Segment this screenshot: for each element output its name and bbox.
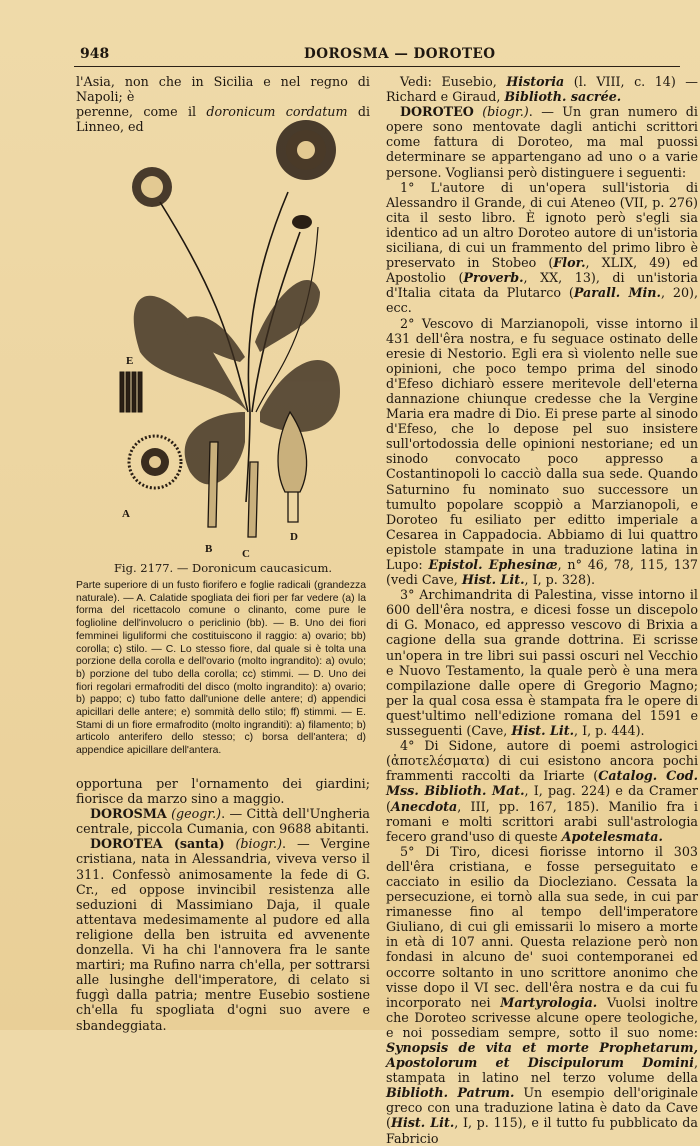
text: , stampata in latino nel terzo volume della bbox=[386, 1055, 698, 1086]
label-a: A bbox=[122, 508, 130, 520]
paragraph: opportuna per l'ornamento dei giardini; fiorisce da marzo sino a maggio. bbox=[76, 776, 370, 807]
species-name: doronicum cordatum bbox=[206, 104, 348, 120]
text: , 20), ecc. bbox=[386, 285, 698, 316]
text: Vuolsi inoltre che Doroteo scrivesse alcune opere teologiche, e noi possediam sempre, sotto il suo nome: bbox=[386, 994, 698, 1040]
text: 1° L'autore di un'opera sull'istoria di Alessandro il Grande, di cui Ateneo (VII, p. 276) cita il sesto libro. È ignoto però s'egli sia identico ad un altro Doroteo autore di un'istoria siciliana, di cui un frammento del primo libro è preservato in Stobeo ( bbox=[386, 179, 698, 271]
ref: Apotelesmata. bbox=[561, 828, 663, 844]
text: , III, pp. 167, 185). Manilio fra i romani e molti scrittori arabi sull'astrologia fecero grand'uso di queste bbox=[386, 798, 698, 844]
text: , I, p. 444). bbox=[574, 723, 645, 739]
entry-tag: (biogr.) bbox=[235, 836, 283, 852]
entry-doroteo bbox=[386, 104, 698, 179]
item-4 bbox=[386, 738, 698, 844]
text: , I, pag. 224) e da Cramer ( bbox=[386, 783, 698, 814]
ref: Flor. bbox=[553, 255, 586, 271]
entry-text: . — Città dell'Ungheria centrale, piccola Cumania, con 9688 abitanti. bbox=[76, 806, 370, 837]
text: 2° Vescovo di Marzianopoli, visse intorno il 431 dell'êra nostra, e fu seguace ostinato delle eresie di Nestorio. Egli era sì violento nelle sue opinioni, che poco tempo prima del sinodo d'Efeso dichiarò essere meritevole dell'eterna dannazione chiunque credesse che la Vergine Maria era madre di Dio. Ei prese parte al sinodo d'Efeso, che lo depose pel suo insistere sull'ortodossia delle opinioni nestoriane; ed un sinodo convocato poco appresso a Costantinopoli lo cacciò dalla sua sede. Quando Saturnino fu nominato suo successore un tumulto popolare scoppiò a Marzianopoli, e Doroteo fu esiliato per editto imperiale a Cesarea in Cappadocia. Abbiamo di lui quattro epistole stampate in una traduzione latina in Lupo: bbox=[386, 315, 698, 572]
text: 4° Di Sidone, autore di poemi astrologici (ἀποτελέσματα) di cui esistono ancora pochi frammenti raccolti da Iriarte ( bbox=[386, 738, 698, 784]
item-5 bbox=[386, 844, 698, 1146]
ref: Parall. Min. bbox=[573, 285, 661, 301]
text: , XX, 13), di un'istoria d'Italia citata da Plutarco ( bbox=[386, 270, 698, 301]
ref: Catalog. Cod. Mss. Biblioth. Mat. bbox=[386, 768, 698, 799]
running-head: DOROSMA — DOROTEO bbox=[304, 46, 496, 62]
item-3 bbox=[386, 587, 698, 738]
entry-text: . — Vergine cristiana, nata in Alessandria, viveva verso il 311. Confessò animosamente la fede di G. Cr., ed oppose invincibil resistenza alle seduzioni di Massimiano Daja, il quale attentava medesimamente al pudore ed alla religione della ben istruita ed avvenente donzella. Vi ha chi l'annovera fra le sante martiri; ma Rufino narra ch'ella, per sottrarsi alle lusinghe dell'imperatore, di celato si fuggì dalla patria; mentre Eusebio sostiene ch'ella fu spogliata d'ogni suo avere e sbandeggiata. bbox=[76, 836, 370, 1033]
text: 3° Archimandrita di Palestina, visse intorno il 600 dell'êra nostra, e dicesi fosse un discepolo di G. Monaco, ed appresso vescovo di Brixia a cagione della sua grande dottrina. Ei scrisse un'opera in tre libri sui passi oscuri nel Vecchio e Nuovo Testamento, la quale però è una mera compilazione dalle opere di Gregorio Magno; per la qual cosa essa è stampata fra le opere di quest'ultimo nell'edizione romana del 1591 e susseguenti (Cave, bbox=[386, 587, 698, 739]
text: 5° Di Tiro, dicesi fiorisse intorno il 303 dell'êra cristiana, e fosse perseguitato e cacciato in esilio da Diocleziano. Cessata la persecuzione, ei tornò alla sua sede, in cui par rimanesse fino al tempo dell'imperatore Giuliano, di cui gli emissarii lo misero a morte in età di 107 anni. Questa relazione però non fondasi in alcuno de' suoi contemporanei ed occorre soltanto in uno scrittore anonimo che visse dopo il VI sec. dell'êra nostra e da cui fu incorporato nei bbox=[386, 843, 698, 1010]
text: di Linneo, ed bbox=[76, 104, 370, 135]
flower-heads bbox=[132, 120, 336, 229]
ref: Martyrologia. bbox=[500, 994, 598, 1010]
label-c: C bbox=[242, 548, 250, 560]
label-d: D bbox=[290, 531, 298, 543]
entry-head: DOROTEA (santa) bbox=[90, 836, 225, 852]
text: , I, p. 115), e il tutto fu pubblicato da Fabricio bbox=[386, 1115, 698, 1146]
ref-title: Historia bbox=[506, 74, 565, 89]
page-number: 948 bbox=[80, 46, 110, 62]
text: , XLIX, 49) ed Apostolio ( bbox=[386, 255, 698, 286]
ref: Anecdota bbox=[390, 798, 458, 814]
ref: Biblioth. Patrum. bbox=[386, 1085, 515, 1101]
doronicum-illustration bbox=[100, 112, 350, 560]
text: Un esempio dell'originale greco con una traduzione latina è dato da Cave ( bbox=[386, 1085, 698, 1131]
vedi-line bbox=[386, 74, 698, 104]
right-column bbox=[386, 74, 698, 1146]
entry-tag: (geogr.) bbox=[171, 806, 222, 822]
entry-head: DOROSMA bbox=[90, 806, 167, 822]
ref: Hist. Lit. bbox=[511, 723, 575, 739]
text: Vedi: Eusebio, bbox=[400, 74, 507, 89]
entry-tag: (biogr.) bbox=[482, 104, 529, 120]
ref-title: Biblioth. sacrée. bbox=[504, 89, 622, 105]
left-column-bottom bbox=[76, 776, 370, 1033]
text: , I, p. 328). bbox=[524, 572, 596, 588]
text: (l. VIII, c. 14) — Richard e Giraud, bbox=[386, 74, 698, 105]
entry-head: DOROTEO bbox=[400, 104, 474, 120]
item-1 bbox=[386, 180, 698, 316]
entry-text: . — Un gran numero di opere sono mentovate dagli antichi scrittori come fattura di Doroteo, ma mal puossi determinare se appartengano ad uno o a varie persone. Vogliansi però distinguere i seguenti: bbox=[386, 104, 698, 180]
text: , n° 46, 78, 115, 137 (vedi Cave, bbox=[386, 557, 698, 588]
ref: Hist. Lit. bbox=[461, 572, 525, 588]
label-b: B bbox=[205, 543, 213, 555]
ref: Synopsis de vita et morte Prophetarum, Apostolorum et Discipulorum Domini bbox=[386, 1040, 698, 1071]
label-e: E bbox=[126, 355, 134, 367]
ref: Hist. Lit. bbox=[390, 1115, 455, 1131]
entry-dorosma bbox=[76, 806, 370, 836]
ref: Proverb. bbox=[463, 270, 524, 286]
figure-caption: Parte superiore di un fusto fiorifero e foglie radicali (grandezza naturale). — A. Calatide spogliata dei fiori per far vedere (a) la forma del ricettacolo comune o clinanto, come pure le foglioline dell'involucro o periclinio (bb). — B. Uno dei fiori femminei liguliformi che costituiscono il raggio: a) ovario; bb) corolla; c) stilo. — C. Lo stesso fiore, dal quale si è tolta una porzione della corolla e dell'ovario (molto ingrandito): a) ovulo; b) porzione del tubo della corolla; cc) stimmi. — D. Uno dei fiori regolari ermafroditi del disco (molto ingrandito): a) ovario; b) pappo; c) tubo fatto dall'unione delle antere; d) appendici apicillari delle antere; e) sommità dello stilo; ff) stimmi. — E. Stami di un fiore ermafrodito (molto ingranditi): a) filamento; b) articolo anterifero dello stesso; c) borsa dell'antera; d) appendice apicillare dell'antera. bbox=[76, 580, 366, 757]
page-header bbox=[74, 44, 680, 67]
figure-title: Fig. 2177. — Doronicum caucasicum. bbox=[113, 561, 333, 575]
item-2 bbox=[386, 316, 698, 588]
left-line-1: l'Asia, non che in Sicilia e nel regno di Napoli; è bbox=[76, 74, 370, 105]
entry-dorotea bbox=[76, 836, 370, 1032]
text: perenne, come il bbox=[76, 104, 207, 120]
ref: Epistol. Ephesinæ bbox=[428, 557, 558, 572]
